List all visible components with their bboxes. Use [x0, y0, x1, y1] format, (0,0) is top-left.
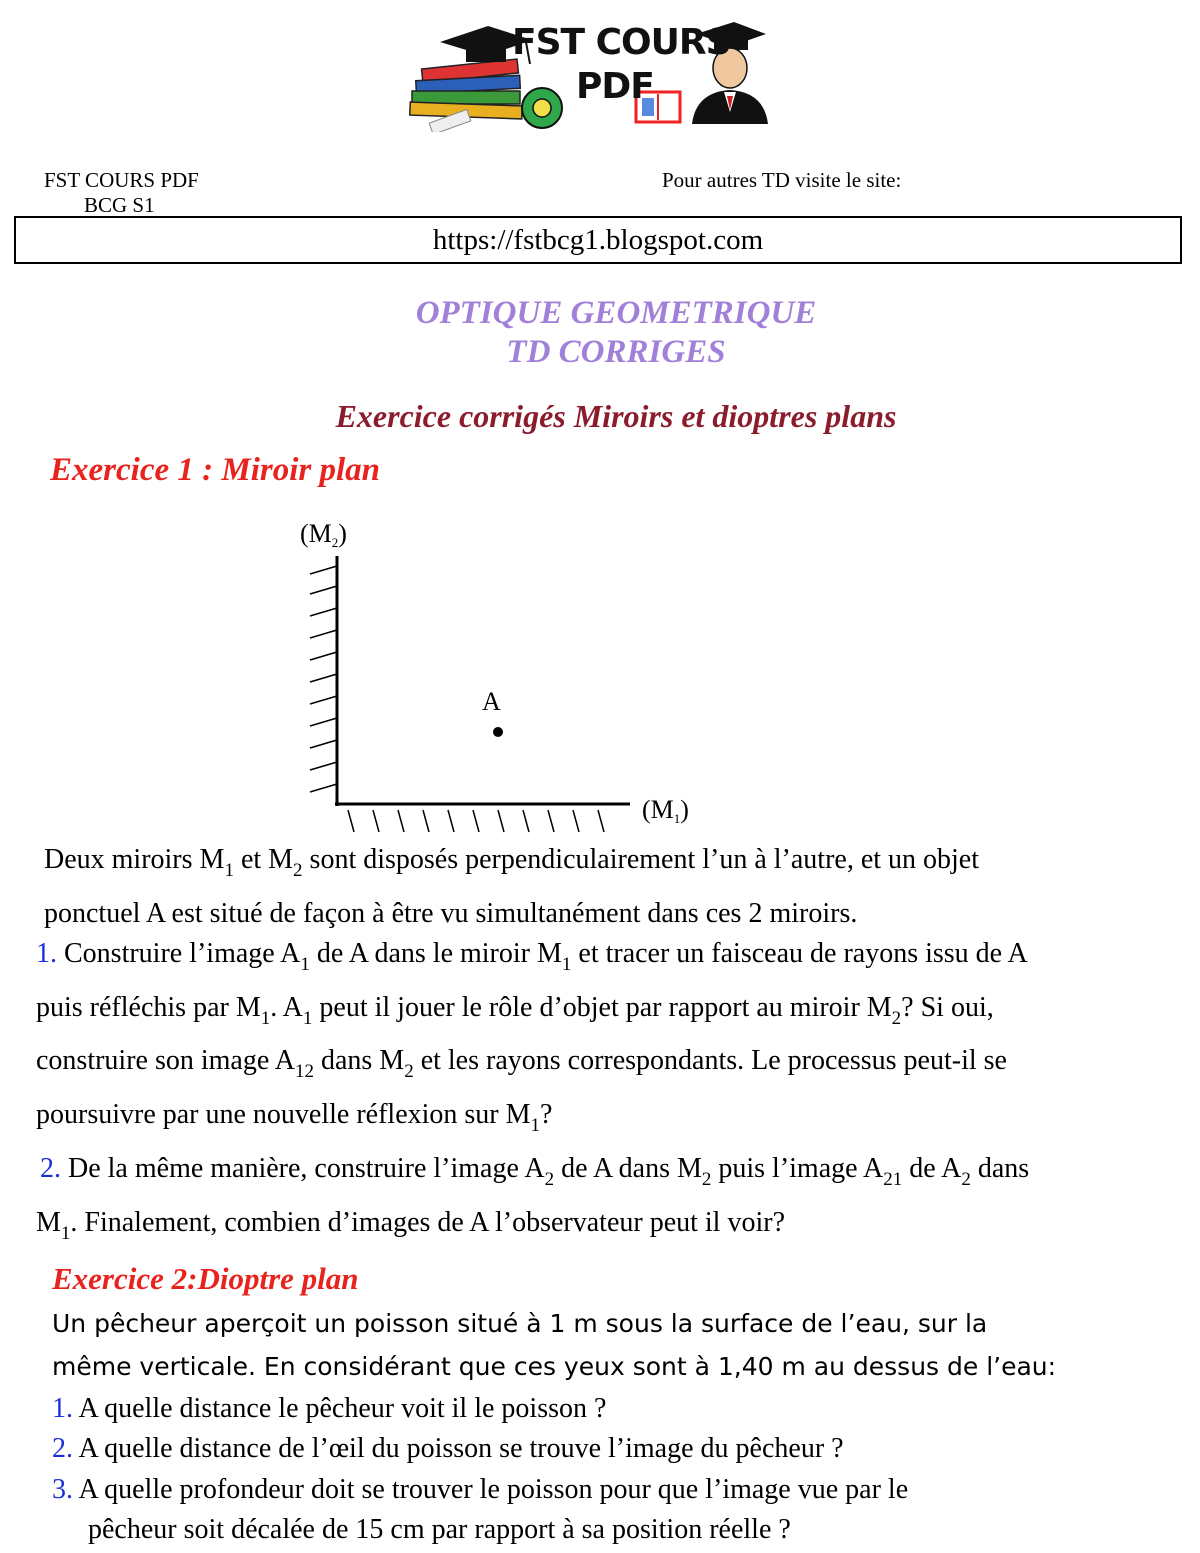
mirror-m1-label-close: ) [680, 795, 689, 824]
logo-text-line2: PDF [576, 66, 654, 107]
point-a-label: A [482, 687, 501, 716]
exercise2-intro-line1: Un pêcheur aperçoit un poisson situé à 1 m sous la surface de l’eau, sur la [52, 1309, 988, 1338]
page-title-line2: TD CORRIGES [506, 334, 726, 370]
exercise1-heading: Exercice 1 : Miroir plan [50, 452, 380, 488]
books-icon [410, 59, 522, 132]
logo-text-line1: FST COURS [512, 22, 731, 63]
exercise1-q1-line3: construire son image $A_{12}$ dans $M_2$ et les rayons correspondants. Le processus peut-il se [36, 1045, 1007, 1082]
question-number: 2. [52, 1433, 73, 1464]
header-visit-text: Pour autres TD visite le site: [662, 168, 902, 192]
question-number: 1. [36, 938, 57, 969]
mirror-m2-label [300, 519, 347, 550]
mirror-m1-hatching [348, 810, 604, 832]
question-number: 1. [52, 1393, 73, 1424]
mirror-m1-label [642, 795, 689, 826]
exercise1-q1-line4: poursuivre par une nouvelle réflexion sur $M_1$? [36, 1099, 553, 1136]
exercise1-intro-line1: Deux miroirs $M_1$ et $M_2$ sont disposés perpendiculairement l’un à l’autre, et un objet [44, 844, 980, 881]
exercise2-intro-line2: même verticale. En considérant que ces yeux sont à 1,40 m au dessus de l’eau: [52, 1352, 1057, 1381]
header-course-level: BCG S1 [84, 193, 155, 217]
mirror-m1-label-sub: 1 [673, 811, 681, 826]
medal-icon [522, 88, 562, 128]
exercise1-q2-line2: $M_1$. Finalement, combien d’images de A l’observateur peut il voir? [36, 1207, 785, 1244]
point-a-dot [493, 727, 503, 737]
fst-cours-logo [400, 12, 790, 132]
exercise2-heading: Exercice 2:Dioptre plan [52, 1261, 359, 1296]
header-source-name: FST COURS PDF [44, 168, 199, 192]
exercise1-q2-line1: 2. De la même manière, construire l’image $A_2$ de A dans $M_2$ puis l’image $A_{21}$ de $A_2$ dans [40, 1153, 1030, 1190]
mirror-m2-label-text: (M [300, 519, 332, 548]
page-subtitle: Exercice corrigés Miroirs et dioptres plans [335, 398, 897, 434]
question-number: 3. [52, 1474, 73, 1505]
exercise1-q1-line1: 1. Construire l’image $A_1$ de A dans le miroir $M_1$ et tracer un faisceau de rayons issu de A [36, 938, 1028, 975]
exercise2-q2: 2. A quelle distance de l’œil du poisson se trouve l’image du pêcheur ? [52, 1433, 844, 1464]
question-number: 2. [40, 1153, 61, 1184]
mirror-m2-label-sub: 2 [331, 535, 339, 550]
mirror-m2-label-close: ) [338, 519, 347, 548]
exercise1-q1-line2: puis réfléchis par $M_1$. $A_1$ peut il jouer le rôle d’objet par rapport au miroir $M_2$? Si oui, [36, 992, 994, 1029]
site-url-link[interactable]: https://fstbcg1.blogspot.com [14, 216, 1182, 264]
mirrors-diagram [290, 512, 720, 848]
mirror-m2-hatching [310, 566, 337, 792]
exercise2-q3: 3. A quelle profondeur doit se trouver le poisson pour que l’image vue par le [52, 1474, 909, 1505]
mirror-m1-label-text: (M [642, 795, 674, 824]
exercise1-intro-line2: ponctuel A est situé de façon à être vu simultanément dans ces 2 miroirs. [44, 898, 858, 929]
exercise2-q3-line2: pêcheur soit décalée de 15 cm par rapport à sa position réelle ? [88, 1514, 791, 1545]
exercise2-q1: 1. A quelle distance le pêcheur voit il le poisson ? [52, 1393, 607, 1424]
page-title: OPTIQUE GEOMETRIQUE [415, 295, 817, 331]
